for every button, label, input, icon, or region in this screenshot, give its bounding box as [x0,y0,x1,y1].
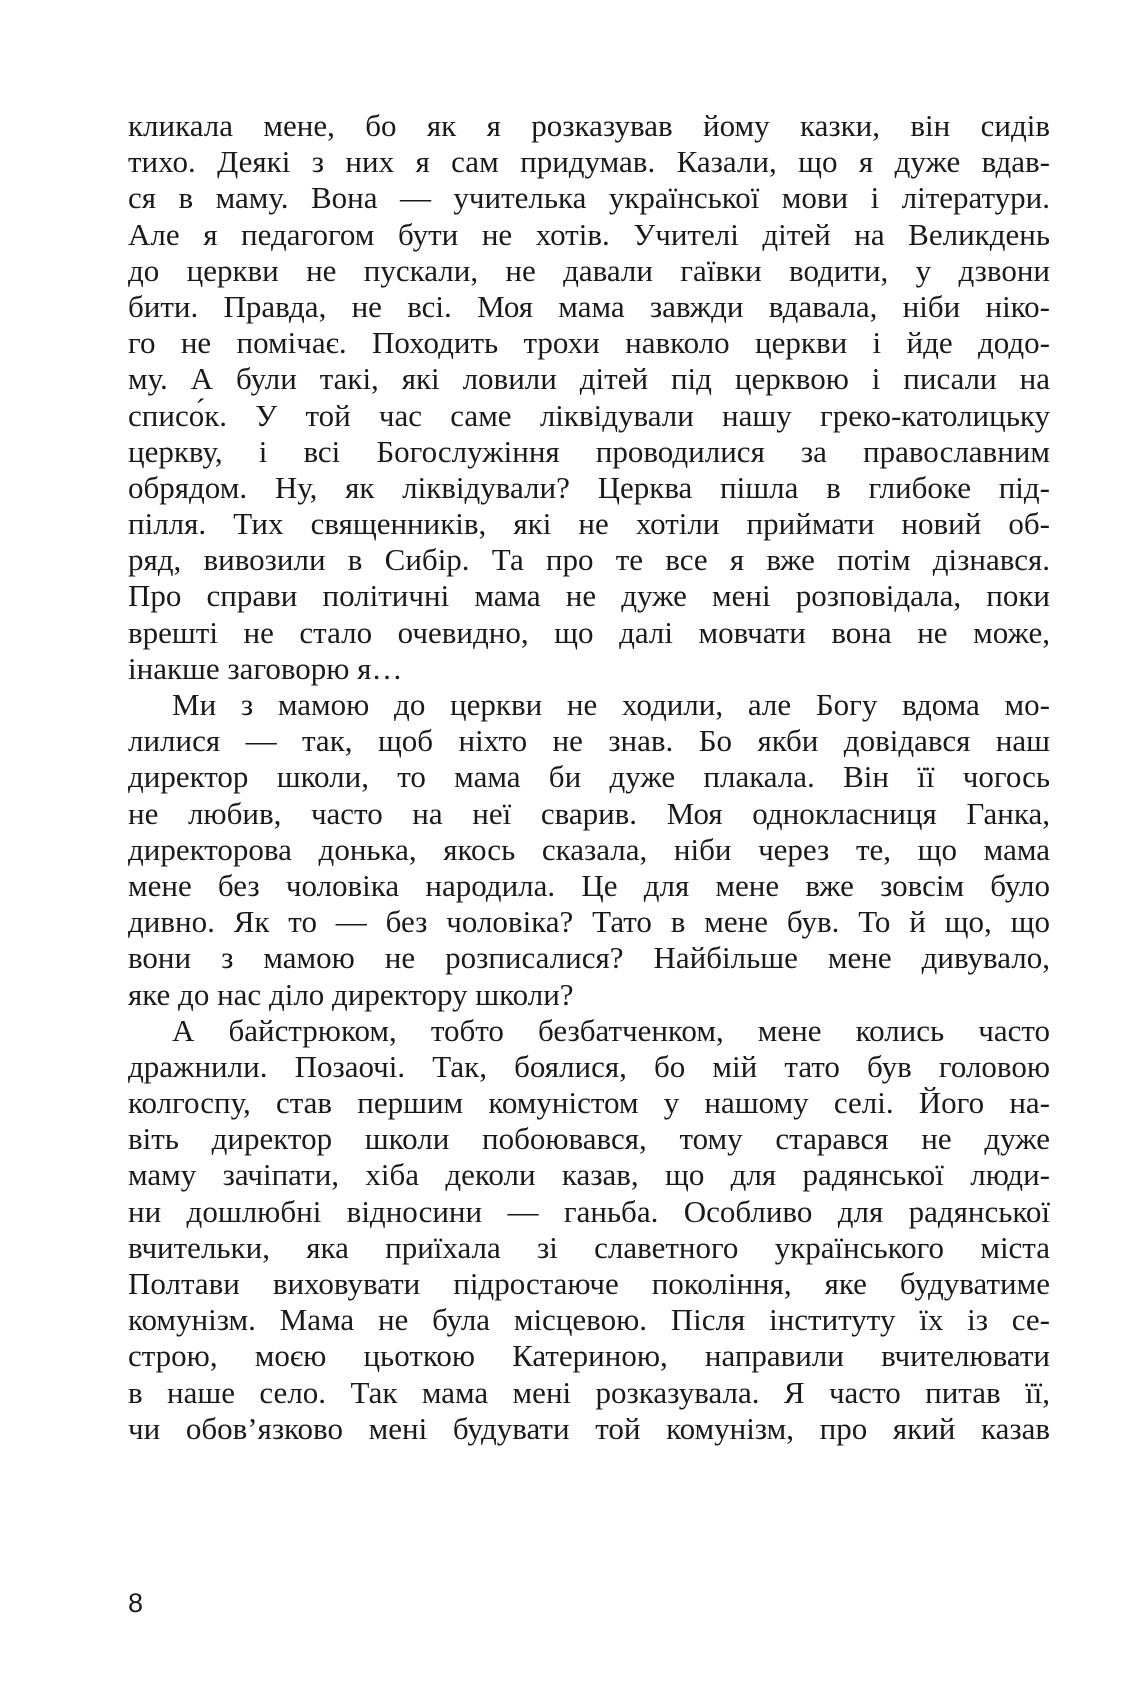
text-line: ряд, вивозили в Сибір. Та про те все я вже потім дізнався. [128,542,1050,578]
text-line: Але я педагогом бути не хотів. Учителі дітей на Великдень [128,216,1050,252]
text-line: обрядом. Ну, як ліквідували? Церква пішла в глибоке під- [128,469,1050,505]
text-line: дражнили. Позаочі. Так, боялися, бо мій тато був головою [128,1048,1050,1084]
text-line: кликала мене, бо як я розказував йому казки, він сидів [128,108,1050,143]
text-line: мене без чоловіка народила. Це для мене вже зовсім було [128,867,1050,903]
text-line: му. А були такі, які ловили дітей під церквою і писали на [128,361,1050,397]
text-line: го не помічає. Походить трохи навколо церкви і йде додо- [128,325,1050,361]
text-line: ни дошлюбні відносини — ганьба. Особливо для радянської [128,1193,1050,1229]
text-line: строю, моєю цьоткою Катериною, направили вчителювати [128,1338,1050,1374]
body-text [128,108,1050,1447]
text-line: віть директор школи побоювався, тому старався не дуже [128,1121,1050,1157]
paragraph [128,108,1050,687]
text-line: ся в маму. Вона — учителька української мови і літератури. [128,180,1050,216]
text-line: бити. Правда, не всі. Моя мама завжди вдавала, ніби ніко- [128,288,1050,324]
text-line: дивно. Як то — без чоловіка? Тато в мене був. То й що, що [128,904,1050,940]
text-line: тихо. Деякі з них я сам придумав. Казали, що я дуже вдав- [128,144,1050,180]
text-line: вони з мамою не розписалися? Найбільше мене дивувало, [128,940,1050,976]
text-line: не любив, часто на неї сварив. Моя однокласниця Ганка, [128,795,1050,831]
text-line: маму зачіпати, хіба деколи казав, що для радянської люди- [128,1157,1050,1193]
text-line: чи обов’язково мені будувати той комунізм, про який казав [128,1410,1050,1446]
page-number: 8 [128,1588,144,1618]
text-line: церкву, і всі Богослужіння проводилися за православним [128,433,1050,469]
text-line: врешті не стало очевидно, що далі мовчати вона не може, [128,614,1050,650]
text-line: А байстрюком, тобто безбатченком, мене колись часто [172,1012,1050,1048]
text-line: Про справи політичні мама не дуже мені розповідала, поки [128,578,1050,614]
text-line: в наше село. Так мама мені розказувала. Я часто питав її, [128,1374,1050,1410]
text-line: списо́к. У той час саме ліквідували нашу греко-католицьку [128,397,1050,433]
text-line: яке до нас діло директору школи? [128,976,574,1012]
text-line: пілля. Тих священників, які не хотіли приймати новий об- [128,506,1050,542]
text-line: інакше заговорю я… [128,650,403,686]
text-line: до церкви не пускали, не давали гаївки водити, у дзвони [128,252,1050,288]
paragraph [128,687,1050,1013]
text-line: Полтави виховувати підростаюче покоління, яке будуватиме [128,1266,1050,1301]
text-line: колгоспу, став першим комуністом у нашому селі. Його на- [128,1085,1050,1121]
paragraph [128,1013,1050,1447]
text-line: директорова донька, якось сказала, ніби через те, що мама [128,831,1050,867]
text-line: Ми з мамою до церкви не ходили, але Богу вдома мо- [172,687,1050,722]
text-line: комунізм. Мама не була місцевою. Після інституту їх із се- [128,1302,1050,1338]
text-line: директор школи, то мама би дуже плакала. Він її чогось [128,759,1050,795]
text-line: лилися — так, щоб ніхто не знав. Бо якби довідався наш [128,723,1050,759]
text-line: вчительки, яка приїхала зі славетного українського міста [128,1229,1050,1265]
